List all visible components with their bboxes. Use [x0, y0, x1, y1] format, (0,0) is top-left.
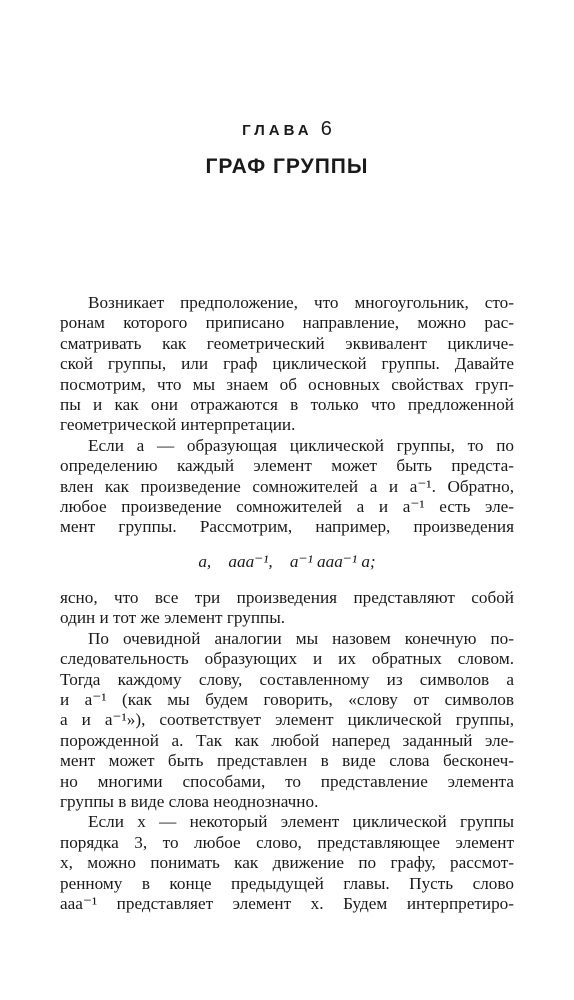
- text-line: определению каждый элемент может быть предста-: [60, 456, 514, 476]
- chapter-number: 6: [320, 118, 332, 140]
- text-line: и a⁻¹ (как мы будем говорить, «слову от символов: [60, 690, 514, 710]
- text-line: порожденной a. Так как любой наперед заданный эле-: [60, 730, 514, 750]
- body-text: [60, 293, 514, 914]
- paragraph-2: [60, 436, 514, 538]
- text-line: порядка 3, то любое слово, представляющее элемент: [60, 832, 514, 852]
- formula: [60, 552, 514, 572]
- text-line: Тогда каждому слову, составленному из символов a: [60, 669, 514, 689]
- text-line: геометрической интерпретации.: [60, 415, 296, 435]
- formula-term-3: a⁻¹ aaa⁻¹ a;: [289, 551, 376, 571]
- text-line: a и a⁻¹»), соответствует элемент циклической группы,: [60, 710, 514, 730]
- text-line: сматривать как геометрический эквивалент цикличе-: [60, 333, 514, 353]
- paragraph-4: [60, 629, 514, 813]
- text-line: следовательность образующих и их обратных словом.: [60, 649, 514, 669]
- text-line: пы и как они отражаются в только что предложенной: [60, 394, 514, 414]
- text-line: мент группы. Рассмотрим, например, произведения: [60, 517, 514, 537]
- text-line: ской группы, или граф циклической группы. Давайте: [60, 354, 514, 374]
- text-line: Возникает предположение, что многоугольник, сто-: [88, 293, 514, 312]
- chapter-label-word: ГЛАВА: [242, 122, 313, 139]
- paragraph-1: [60, 293, 514, 436]
- text-line: посмотрим, что мы знаем об основных свойствах груп-: [60, 374, 514, 394]
- paragraph-3: [60, 588, 514, 629]
- text-line: любое произведение сомножителей a и a⁻¹ есть эле-: [60, 496, 514, 516]
- chapter-label: [0, 118, 574, 141]
- text-line: x, можно понимать как движение по графу, рассмот-: [60, 853, 514, 873]
- text-line: ронам которого приписано направление, можно рас-: [60, 313, 514, 333]
- text-line: Если a — образующая циклической группы, то по: [88, 435, 514, 455]
- text-line: один и тот же элемент группы.: [60, 608, 286, 628]
- text-line: ясно, что все три произведения представляют собой: [60, 588, 514, 608]
- paragraph-5: [60, 812, 514, 914]
- text-line: группы в виде слова неоднозначно.: [60, 791, 319, 811]
- text-line: Если x — некоторый элемент циклической группы: [88, 812, 514, 832]
- text-line: влен как произведение сомножителей a и a⁻¹. Обратно,: [60, 476, 514, 496]
- text-line: aaa⁻¹ представляет элемент x. Будем интерпретиро-: [60, 893, 514, 913]
- text-line: По очевидной аналогии мы назовем конечную по-: [88, 628, 514, 648]
- text-line: ренному в конце предыдущей главы. Пусть слово: [60, 873, 514, 893]
- formula-term-2: aaa⁻¹,: [228, 551, 273, 571]
- formula-term-1: a,: [198, 551, 212, 571]
- chapter-title: ГРАФ ГРУППЫ: [205, 155, 369, 178]
- text-line: но многими способами, то представление элемента: [60, 771, 514, 791]
- text-line: мент может быть представлен в виде слова бесконеч-: [60, 751, 514, 771]
